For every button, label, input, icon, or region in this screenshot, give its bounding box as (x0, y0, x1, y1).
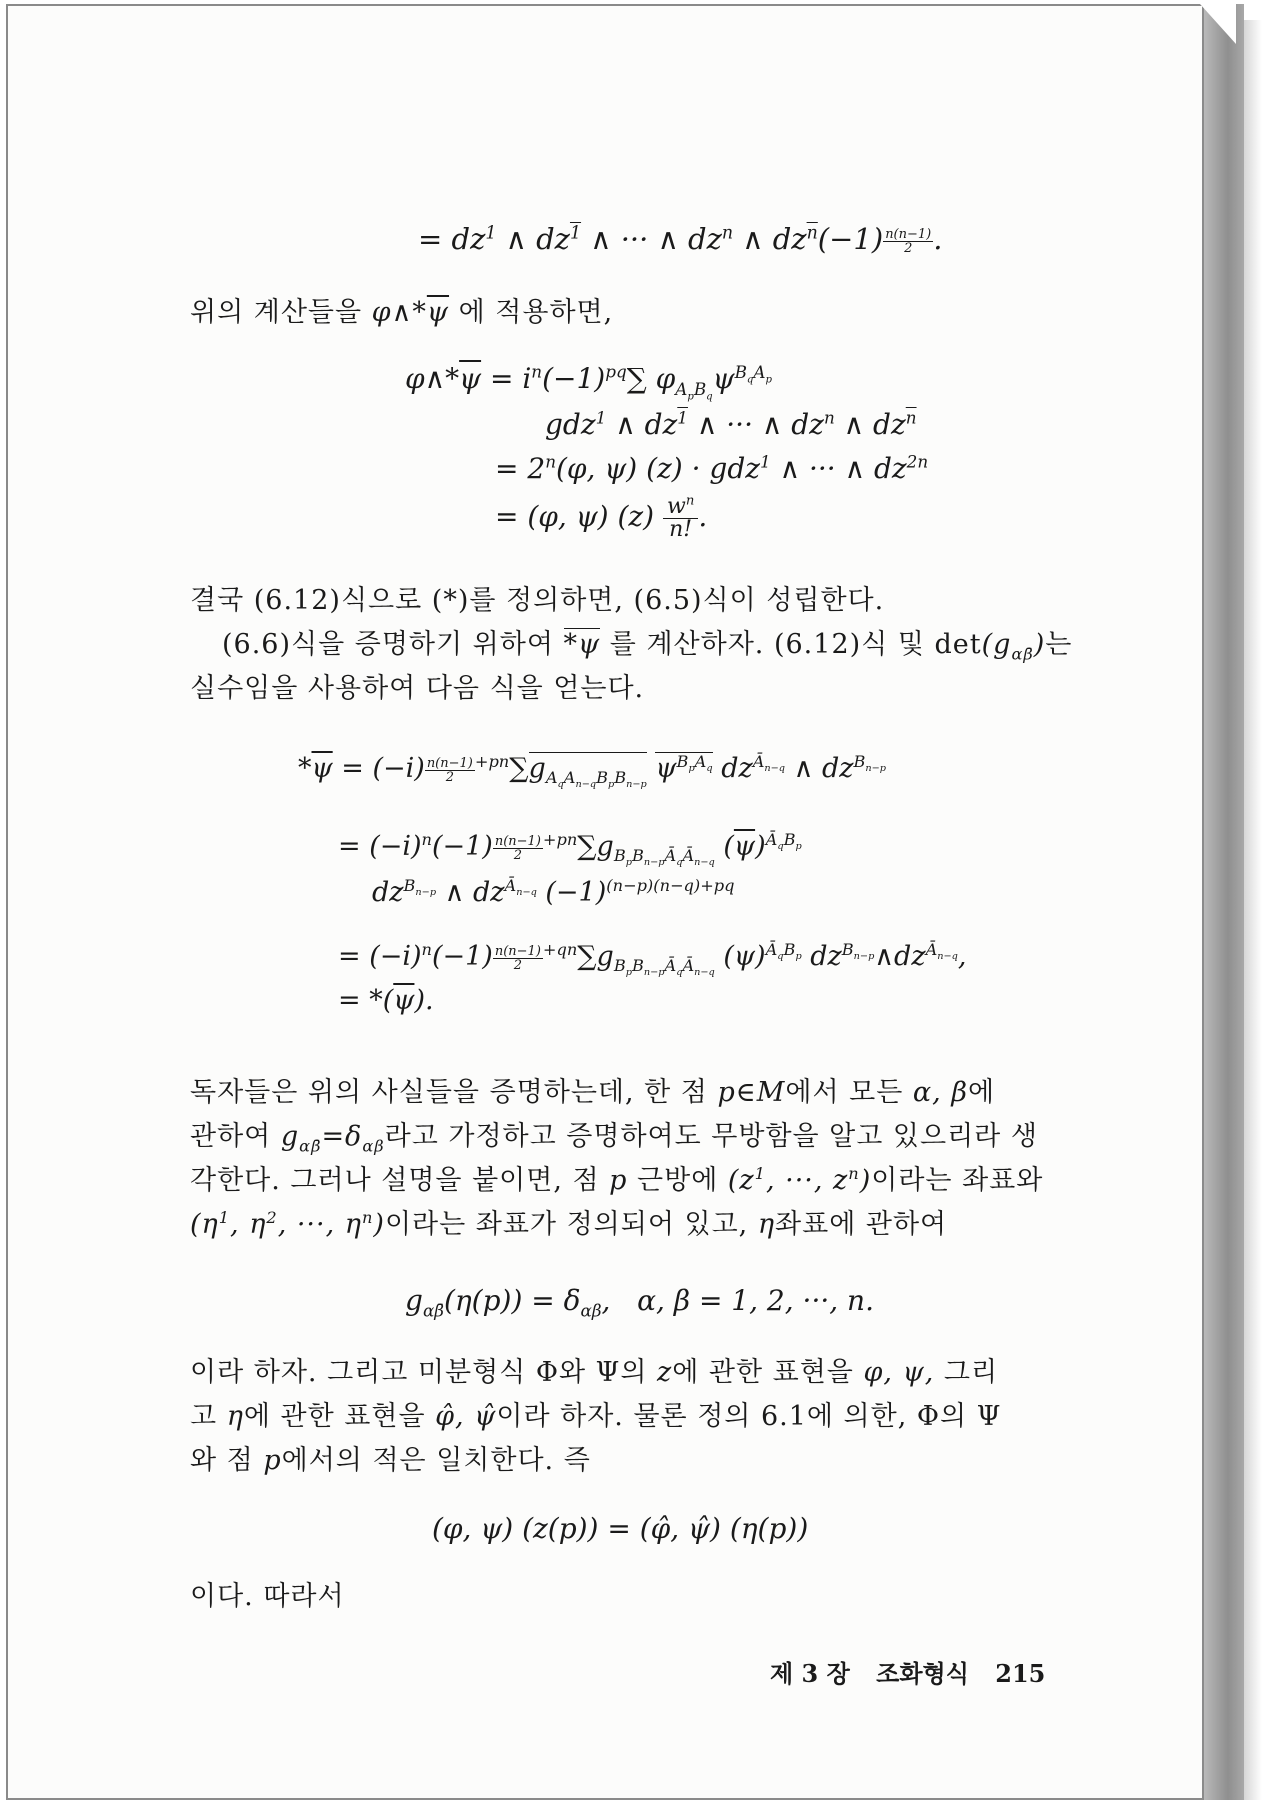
book-spine (1204, 4, 1244, 1800)
page-shadow (1244, 20, 1262, 1800)
equation-line: $*\overline{\psi} = (-i)$ $\frac{n(n-1)}{2}$ $^{+pn}\sum g_{A_qA_{n-q}B_pB_{n-p}}$ $\psi^{B_pA_q}$ $dz^{Ā_{n-q}}$ ∧ $dz^{B_{n-p}}$ (298, 752, 886, 791)
equation-line: = $*(\overline{\psi})$. (338, 985, 434, 1016)
text-fragment: 의 (620, 1357, 648, 1388)
text-fragment: 이라는 좌표가 정의되어 있고, (384, 1209, 749, 1240)
equation-line: $g_{\alpha\betā}(\eta(p)) = \delta_{\alpha\beta}$, α, β = 1, 2, ···, n. (405, 1284, 874, 1321)
page-number: 215 (995, 1659, 1046, 1688)
equation-line: = $(-i)^n(-1)$ $\frac{n(n-1)}{2}$ $^{+qn}\sum g_{B_pB_{n-p}Ā_qĀ_{n-q}}$ $(\psi)^{Ā_qB_p}$ $dz^{B_{n-p}}\wedge dz^{Ā_{n-q}}$, (338, 940, 967, 979)
text-fragment: 결국 (190, 585, 245, 616)
text-fragment: 에서의 적은 일치한다. 즉 (281, 1445, 591, 1476)
equation-line: = (φ, ψ) (z) $\frac{w^n}{n!}$ . (495, 493, 708, 542)
text-fragment: 에 (967, 1077, 996, 1108)
equation-line: = $(-i)^n(-1)$ $\frac{n(n-1)}{2}$ $^{+pn}\sum g_{B_pB_{n-p}Ā_qĀ_{n-q}}$ $(\overline{\psi})^{Ā_qB_p}$ (338, 830, 802, 869)
text-fragment: 좌표에 관하여 (775, 1209, 948, 1240)
text-line (190, 672, 644, 706)
equation-line: $\varphi\wedge*\overline{\psi} = i^n(-1)^{pq}\sum$ $\varphi_{A_pB_q}\psi^{B_qA_p}$ (405, 361, 772, 402)
page-footer (770, 1654, 1063, 1689)
text-fragment: (6.5)식이 성립한다. (633, 585, 885, 616)
equation-line: gdz$^1$ ∧ $dz^1$ ∧ ··· ∧ $dz^n$ ∧ $dz^{\overline{n}}$ (545, 407, 917, 441)
text-fragment: 실수임을 사용하여 다음 식을 얻는다. (190, 673, 645, 704)
text-fragment: 위의 계산들을 (190, 297, 363, 328)
text-fragment: 를 계산하자. (609, 629, 765, 660)
text-line: 각한다. 그러나 설명을 붙이면, 점 p 근방에 ($z^1$, ···, $z^n$)이라는 좌표와 (190, 1164, 1044, 1196)
text-line (190, 1580, 345, 1614)
equation-line: (φ, ψ) (z(p)) = (φ̂, ψ̂) (η(p)) (432, 1512, 809, 1545)
text-fragment: (6.6)식을 증명하기 위하여 (222, 629, 554, 660)
text-fragment: (6.12)식 및 det (773, 629, 982, 660)
equation-line: $dz^{B_{n-p}}$ ∧ $dz^{Ā_{n-q}}$ $(-1)^{(n-p)(n-q)+pq}$ (372, 876, 735, 908)
text-line: 독자들은 위의 사실들을 증명하는데, 한 점 p∈M에서 모든 α, β에 (190, 1077, 996, 1108)
text-fragment: 이라 하자. 물론 정의 6.1에 의한, (496, 1401, 908, 1432)
text-line (190, 584, 884, 618)
text-fragment: 와 점 (190, 1445, 254, 1476)
text-line: 이라 하자. 그리고 미분형식 Φ와 Ψ의 z에 관한 표현을 φ, ψ, 그리 (190, 1357, 999, 1388)
text-fragment: 에 관한 표현을 (672, 1357, 854, 1388)
text-fragment: 이라 하자. 그리고 미분형식 (190, 1357, 527, 1388)
text-line: (6.6)식을 증명하기 위하여 *ψ 를 계산하자. (6.12)식 및 $\det(g_{\alpha\betā})$는 (222, 629, 1073, 664)
text-fragment: 에 적용하면, (458, 297, 614, 328)
chapter-label: 제 3 장 (770, 1659, 850, 1688)
text-fragment: 에서 모든 (785, 1077, 904, 1108)
text-line: 고 η에 관한 표현을 φ̂, ψ̂이라 하자. 물론 정의 6.1에 의한, Φ의 Ψ (190, 1401, 1002, 1432)
text-fragment: 이다. 따라서 (190, 1581, 345, 1612)
text-fragment: 는 (1045, 629, 1073, 660)
text-fragment: 고 (190, 1401, 218, 1432)
text-fragment: 이라는 좌표와 (871, 1165, 1044, 1196)
text-line: ($\eta^1$, $\eta^2$, ···, $\eta^n$)이라는 좌표가 정의되어 있고, η좌표에 관하여 (190, 1208, 948, 1240)
text-fragment: 각한다. 그러나 설명을 붙이면, 점 (190, 1165, 600, 1196)
text-fragment: 라고 가정하고 증명하여도 무방함을 알고 있으리라 생 (384, 1121, 1038, 1152)
equation-line: = $2^n(\varphi$, ψ) (z) · gdz$^1$ ∧ ··· ∧ $dz^{2n}$ (495, 451, 929, 485)
page-corner (1200, 4, 1236, 44)
text-line: 와 점 p에서의 적은 일치한다. 즉 (190, 1445, 591, 1476)
text-fragment: 그리 (943, 1357, 999, 1388)
text-line: 관하여 $g_{\alpha\betā}=\delta_{\alpha\beta}$라고 가정하고 증명하여도 무방함을 알고 있으리라 생 (190, 1121, 1038, 1156)
text-fragment: 관하여 (190, 1121, 272, 1152)
chapter-title: 조화형식 (876, 1659, 969, 1688)
text-fragment: 근방에 (637, 1165, 719, 1196)
text-fragment: 독자들은 위의 사실들을 증명하는데, 한 점 (190, 1077, 708, 1108)
text-fragment: (*)를 정의하면, (431, 585, 624, 616)
text-fragment: 와 (558, 1357, 587, 1388)
equation-top: = $dz^1$ ∧ $dz^1$ ∧ ··· ∧ $dz^n$ ∧ $dz^{\overline{n}}(-1)$ $\frac{n(n-1)}{2}$ . (418, 222, 943, 257)
text-fragment: (6.12)식으로 (253, 585, 423, 616)
text-fragment: 의 (940, 1401, 968, 1432)
text-line: 위의 계산들을 $\varphi\wedge*\overline{\psi}$ 에 적용하면, (190, 297, 614, 328)
text-fragment: 에 관한 표현을 (243, 1401, 426, 1432)
